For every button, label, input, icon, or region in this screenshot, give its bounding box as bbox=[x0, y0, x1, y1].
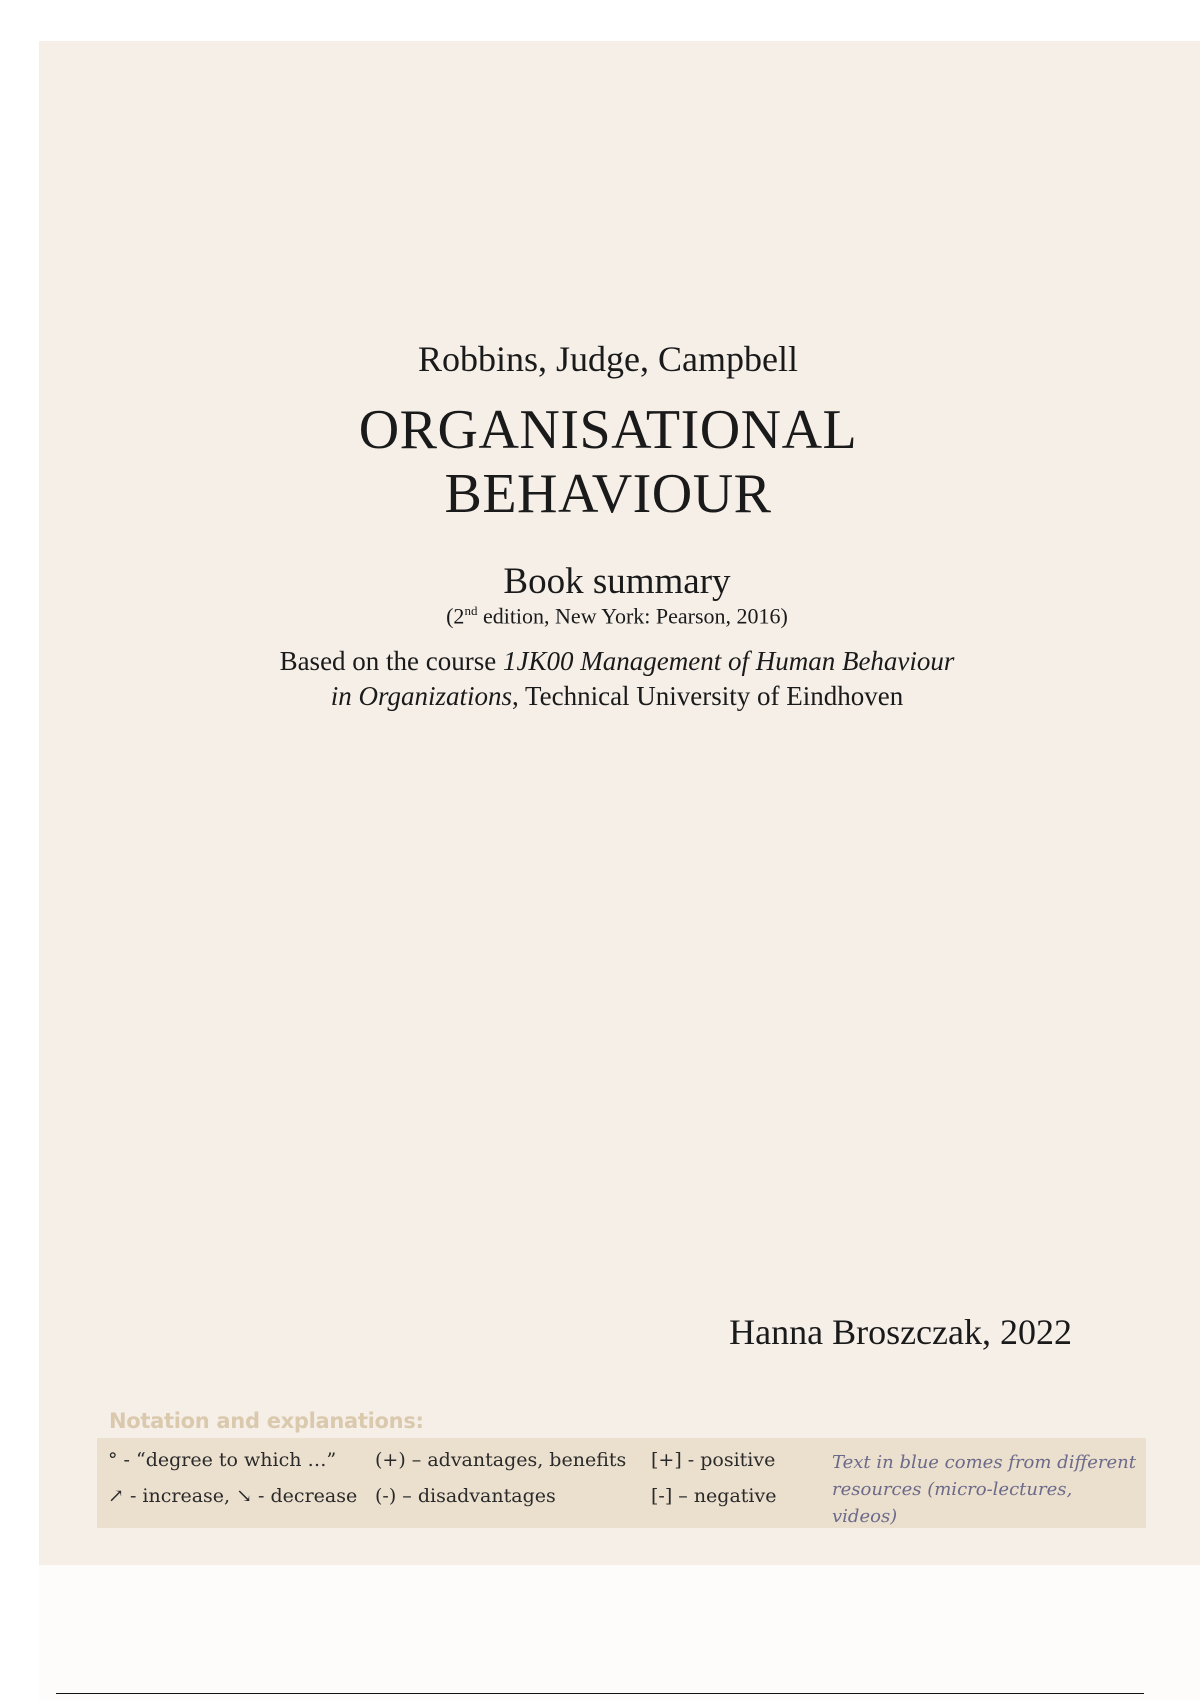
notation-negative: [-] – negative bbox=[651, 1485, 777, 1507]
blue-text-note bbox=[832, 1449, 1142, 1530]
book-title-line-1: ORGANISATIONAL bbox=[358, 399, 858, 461]
footer-rule bbox=[56, 1693, 1144, 1694]
edition-prefix: (2 bbox=[446, 603, 465, 629]
notation-advantages: (+) – advantages, benefits bbox=[375, 1449, 627, 1471]
page-footer-area bbox=[39, 1565, 1200, 1700]
course-name-part-2: in Organizations bbox=[330, 681, 512, 711]
notation-heading: Notation and explanations: bbox=[109, 1409, 424, 1433]
document-subtitle: Book summary bbox=[503, 561, 731, 602]
edition-details: edition, New York: Pearson, 2016) bbox=[477, 603, 788, 629]
course-line-2 bbox=[0, 679, 1200, 714]
course-line-1 bbox=[0, 644, 1200, 679]
course-prefix: Based on the course bbox=[279, 646, 503, 676]
notation-disadvantages: (-) – disadvantages bbox=[375, 1485, 556, 1507]
blue-note-line-1: Text in blue comes from different bbox=[832, 1452, 1136, 1473]
edition-ordinal: nd bbox=[464, 603, 478, 618]
notation-increase-decrease: ↗ - increase, ↘ - decrease bbox=[108, 1485, 358, 1507]
edition-info bbox=[0, 603, 1200, 629]
notation-degree: ° - “degree to which …” bbox=[108, 1449, 337, 1471]
notation-positive: [+] - positive bbox=[651, 1449, 776, 1471]
course-info bbox=[0, 644, 1200, 714]
blue-note-line-2: resources (micro-lectures, videos) bbox=[832, 1479, 1073, 1527]
book-title-line-2: BEHAVIOUR bbox=[444, 463, 772, 525]
book-authors: Robbins, Judge, Campbell bbox=[418, 339, 798, 379]
university-name: , Technical University of Eindhoven bbox=[512, 681, 904, 711]
summary-author-year: Hanna Broszczak, 2022 bbox=[729, 1312, 1072, 1352]
book-title bbox=[0, 398, 1200, 526]
course-name-part-1: 1JK00 Management of Human Behaviour bbox=[503, 646, 955, 676]
